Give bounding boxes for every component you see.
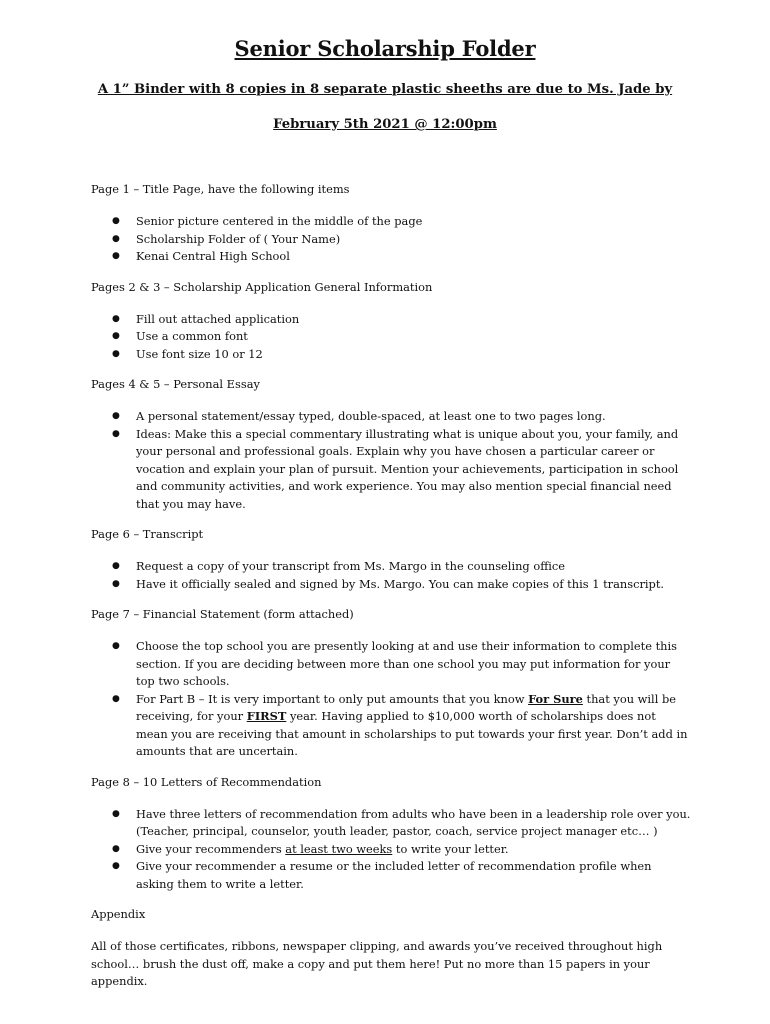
due-date-line: February 5th 2021 @ 12:00pm	[273, 117, 497, 132]
document-body	[91, 182, 691, 991]
bullet-icon: ●	[112, 348, 120, 359]
transcript-list	[91, 558, 691, 593]
list-item: ● Fill out attached application	[91, 311, 691, 329]
bullet-icon: ●	[112, 578, 120, 589]
bullet-icon: ●	[112, 251, 120, 261]
bullet-icon: ●	[112, 641, 120, 651]
title-page-list	[91, 213, 691, 266]
emphasis-two-weeks: at least two weeks	[285, 841, 393, 856]
section-heading-application: Pages 2 & 3 – Scholarship Application General Information	[91, 279, 433, 294]
emphasis-first: FIRST	[246, 709, 287, 723]
page-title: Senior Scholarship Folder	[234, 36, 536, 61]
bullet-icon: ●	[112, 233, 120, 244]
list-item: ● A personal statement/essay typed, double-spaced, at least one to two pages long.	[91, 408, 691, 426]
appendix-paragraph: All of those certificates, ribbons, newspaper clipping, and awards you’ve received throughout high school… brush the dust off, make a copy and put them here! Put no more than 15 papers in your appendix.	[91, 939, 663, 988]
list-item: ● Kenai Central High School	[91, 248, 691, 266]
recommendation-list	[91, 806, 691, 894]
list-item: ● Give your recommender a resume or the included letter of recommendation profile when asking them to write a letter.	[112, 859, 652, 891]
section-heading-appendix: Appendix	[91, 907, 146, 921]
list-item: ● Use a common font	[91, 328, 691, 346]
section-heading-financial-statement: Page 7 – Financial Statement (form attached)	[91, 607, 354, 621]
bullet-icon: ●	[112, 843, 120, 854]
list-item: ● Choose the top school you are presently looking at and use their information to complete this section. If you are deciding between more than one school you may put information for your top two schools.	[112, 639, 677, 688]
bullet-icon: ●	[112, 693, 120, 704]
list-item: ● Senior picture centered in the middle of the page	[91, 213, 691, 231]
bullet-icon: ●	[112, 331, 120, 341]
bullet-icon: ●	[112, 808, 120, 819]
list-item: ● Have three letters of recommendation from adults who have been in a leadership role over you. (Teacher, principal, counselor, youth leader, pastor, coach, service project manager etc… )	[112, 806, 691, 838]
personal-essay-list	[91, 408, 691, 513]
bullet-icon: ●	[112, 861, 120, 871]
section-heading-personal-essay: Pages 4 & 5 – Personal Essay	[91, 377, 260, 391]
list-item: ● Request a copy of your transcript from Ms. Margo in the counseling office	[91, 558, 691, 576]
due-instructions-line: A 1” Binder with 8 copies in 8 separate plastic sheeths are due to Ms. Jade by	[97, 82, 673, 97]
list-item: ● Use font size 10 or 12	[91, 346, 691, 364]
section-heading-transcript: Page 6 – Transcript	[91, 527, 204, 541]
list-item: ● Give your recommenders at least two weeks to write your letter.	[91, 841, 691, 859]
financial-statement-list	[91, 638, 691, 761]
bullet-icon: ●	[112, 411, 120, 421]
list-item-part-b: ● For Part B – It is very important to only put amounts that you know For Sure that you will be receiving, for your FIRST year. Having applied to $10,000 worth of scholarships does not mean you are receiving that amount in scholarships to put towards your first year. Don’t add in amounts that are uncertain.	[112, 691, 688, 758]
bullet-icon: ●	[112, 313, 120, 324]
bullet-icon: ●	[112, 216, 120, 226]
bullet-icon: ●	[112, 428, 120, 439]
application-list	[91, 311, 691, 364]
list-item: ● Ideas: Make this a special commentary illustrating what is unique about you, your family, and your personal and professional goals. Explain why you have chosen a particular career or vocation and explain your plan of pursuit. Mention your achievements, participation in school and community activities, and work experience. You may also mention special financial need that you may have.	[112, 426, 679, 511]
bullet-icon: ●	[112, 561, 120, 571]
list-item: ● Scholarship Folder of ( Your Name)	[91, 231, 691, 249]
section-heading-recommendation: Page 8 – 10 Letters of Recommendation	[91, 774, 322, 789]
emphasis-for-sure: For Sure	[528, 691, 583, 706]
section-heading-title-page: Page 1 – Title Page, have the following items	[91, 182, 350, 196]
list-item: ● Have it officially sealed and signed by Ms. Margo. You can make copies of this 1 transcript.	[91, 576, 691, 594]
